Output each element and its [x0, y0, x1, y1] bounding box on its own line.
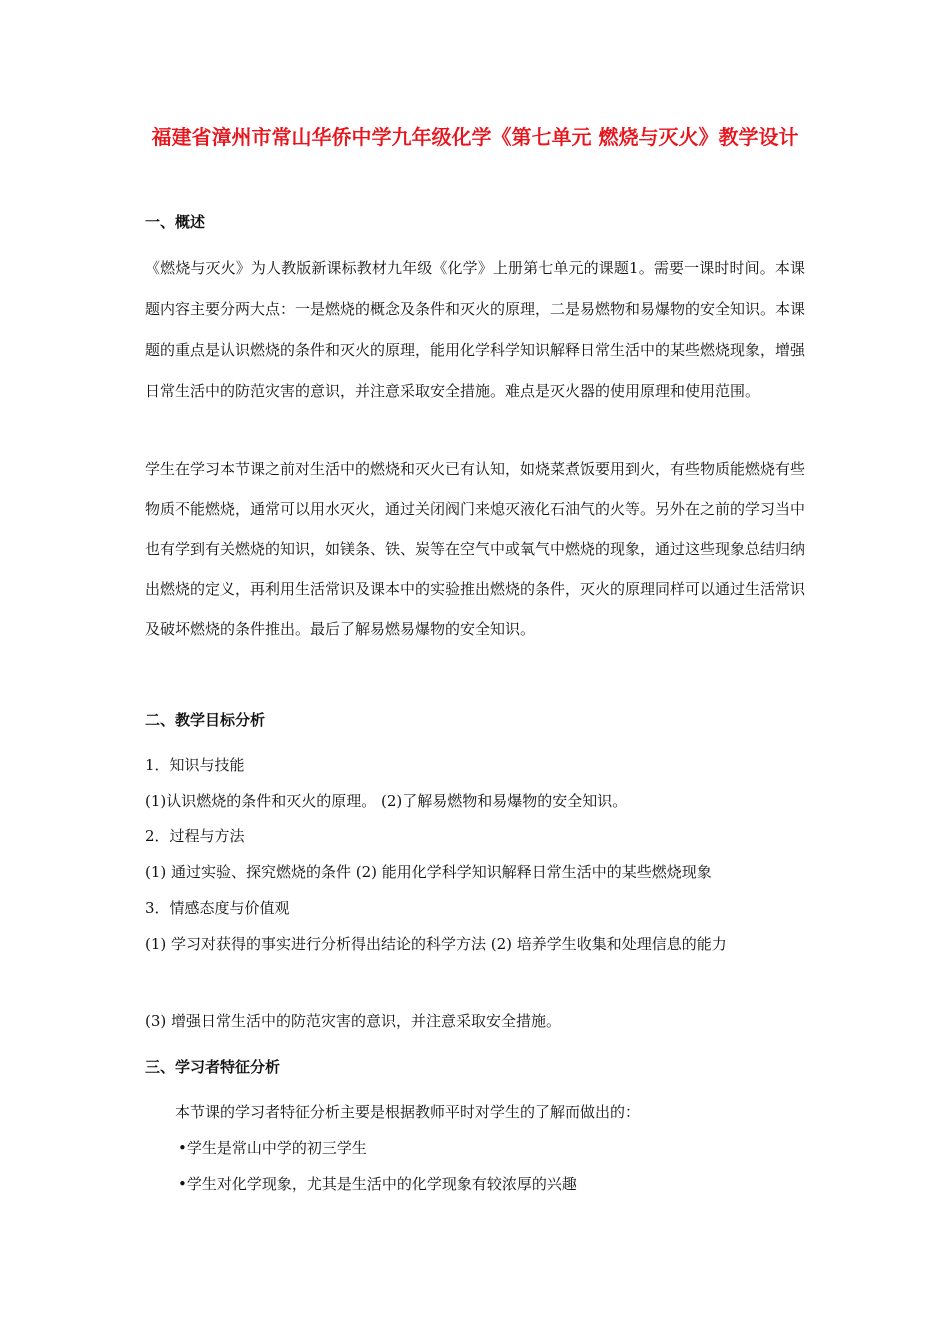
objective-attitude-items-2: (3) 增强日常生活中的防范灾害的意识，并注意采取安全措施。: [145, 1012, 562, 1030]
overview-paragraph-2: 学生在学习本节课之前对生活中的燃烧和灭火已有认知，如烧菜煮饭要用到火，有些物质能燃烧有些物质不能燃烧，通常可以用水灭火，通过关闭阀门来熄灭液化石油气的火等。另外在之前的学习当中也有学到有关燃烧的知识，如镁条、铁、炭等在空气中或氧气中燃烧的现象，通过这些现象总结归纳出燃烧的定义，再利用生活常识及课本中的实验推出燃烧的条件，灭火的原理同样可以通过生活常识及破坏燃烧的条件推出。最后了解易燃易爆物的安全知识。: [145, 460, 806, 638]
objective-process-items: (1) 通过实验、探究燃烧的条件 (2) 能用化学科学知识解释日常生活中的某些燃烧现象: [145, 863, 712, 881]
objective-attitude-title: 3．情感态度与价值观: [145, 899, 290, 917]
objective-knowledge-title: 1．知识与技能: [145, 756, 245, 774]
overview-paragraph-1: 《燃烧与灭火》为人教版新课标教材九年级《化学》上册第七单元的课题1。需要一课时时间。本课题内容主要分两大点：一是燃烧的概念及条件和灭火的原理，二是易燃物和易爆物的安全知识。本课题的重点是认识燃烧的条件和灭火的原理，能用化学科学知识解释日常生活中的某些燃烧现象，增强日常生活中的防范灾害的意识，并注意采取安全措施。难点是灭火器的使用原理和使用范围。: [145, 259, 806, 400]
learners-bullet-2: •学生对化学现象，尤其是生活中的化学现象有较浓厚的兴趣: [178, 1175, 577, 1193]
section-heading-overview: 一、概述: [145, 213, 206, 231]
section-heading-learners: 三、学习者特征分析: [145, 1058, 281, 1076]
document-title: 福建省漳州市常山华侨中学九年级化学《第七单元 燃烧与灭火》教学设计: [151, 125, 799, 149]
objective-attitude-items-1: (1) 学习对获得的事实进行分析得出结论的科学方法 (2) 培养学生收集和处理信息的能力: [145, 935, 727, 953]
learners-intro: 本节课的学习者特征分析主要是根据教师平时对学生的了解而做出的：: [175, 1103, 641, 1121]
section-heading-objectives: 二、教学目标分析: [145, 711, 266, 729]
learners-bullet-1: •学生是常山中学的初三学生: [178, 1139, 367, 1157]
objective-process-title: 2．过程与方法: [145, 827, 245, 845]
objective-knowledge-items: (1)认识燃烧的条件和灭火的原理。 (2)了解易燃物和易爆物的安全知识。: [145, 792, 628, 810]
